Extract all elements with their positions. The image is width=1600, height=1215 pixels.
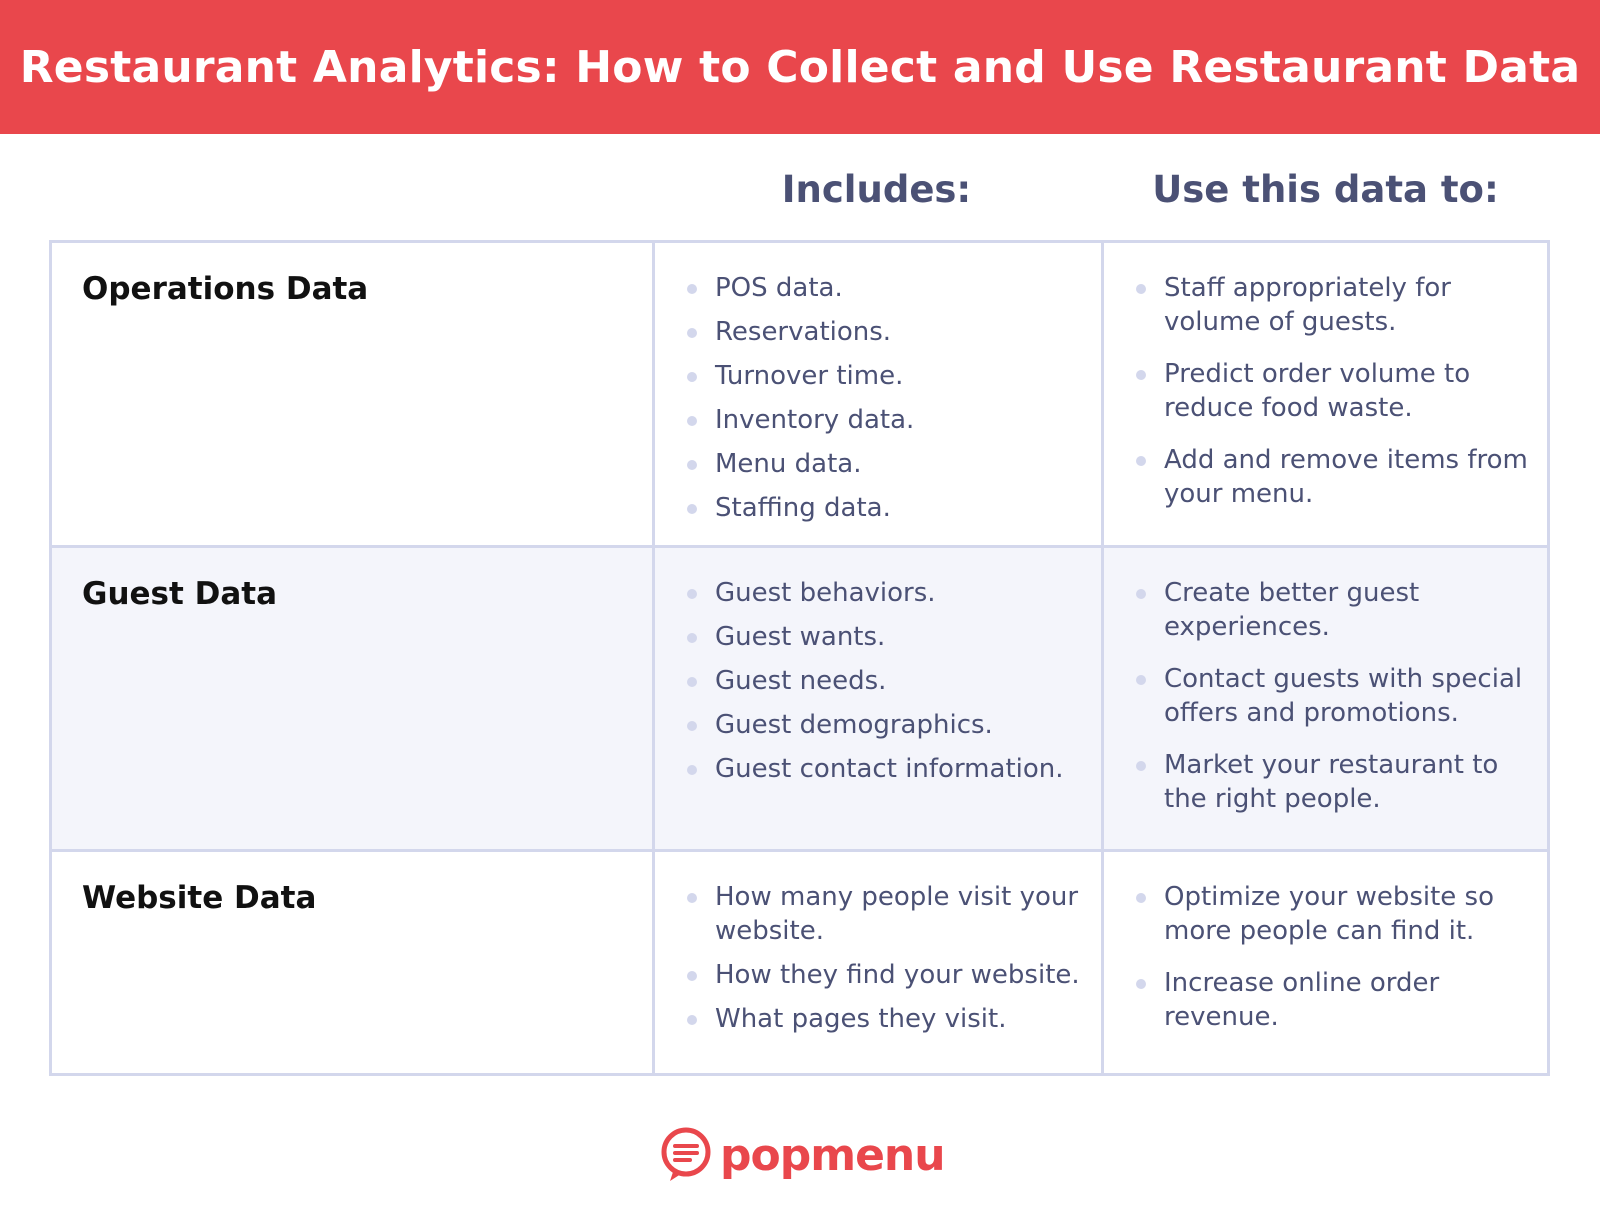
row-title: Operations Data [82,271,369,307]
list-item: Create better guest experiences. [1136,576,1537,644]
includes-cell [655,852,1104,1073]
list-item: What pages they visit. [687,1002,1091,1036]
popmenu-logo[interactable] [660,1125,945,1185]
includes-list [687,880,1091,1036]
list-item: Staff appropriately for volume of guests. [1136,271,1537,339]
list-item: Optimize your website so more people can find it. [1136,880,1537,948]
list-item: Increase online order revenue. [1136,966,1537,1034]
list-item: Contact guests with special offers and promotions. [1136,662,1537,730]
row-label-cell [52,548,655,849]
chat-bubble-menu-icon [660,1127,712,1183]
list-item: Reservations. [687,315,1091,349]
list-item: Guest needs. [687,664,1091,698]
list-item: Guest demographics. [687,708,1091,742]
list-item: Staffing data. [687,491,1091,525]
list-item: Add and remove items from your menu. [1136,443,1537,511]
row-label-cell [52,243,655,545]
includes-list [687,576,1091,786]
column-header-use: Use this data to: [1152,168,1499,211]
includes-cell [655,243,1104,545]
list-item: Turnover time. [687,359,1091,393]
list-item: How they find your website. [687,958,1091,992]
use-list [1136,271,1537,511]
row-label-cell [52,852,655,1073]
includes-list [687,271,1091,525]
row-title: Guest Data [82,576,277,612]
use-list [1136,576,1537,816]
table-row-website [52,849,1547,1073]
table-row-guest [52,545,1547,849]
page-title: Restaurant Analytics: How to Collect and Use Restaurant Data [19,41,1581,93]
use-cell [1104,243,1547,545]
list-item: POS data. [687,271,1091,305]
use-cell [1104,852,1547,1073]
data-table [49,240,1550,1076]
list-item: How many people visit your website. [687,880,1091,948]
use-cell [1104,548,1547,849]
list-item: Predict order volume to reduce food waste. [1136,357,1537,425]
list-item: Inventory data. [687,403,1091,437]
list-item: Guest wants. [687,620,1091,654]
list-item: Guest behaviors. [687,576,1091,610]
list-item: Menu data. [687,447,1091,481]
table-row-operations [52,243,1547,545]
title-banner [0,0,1600,134]
logo-wordmark: popmenu [720,1129,945,1181]
list-item: Guest contact information. [687,752,1091,786]
includes-cell [655,548,1104,849]
row-title: Website Data [82,880,317,916]
column-header-includes: Includes: [781,168,972,211]
use-list [1136,880,1537,1034]
list-item: Market your restaurant to the right people. [1136,748,1537,816]
